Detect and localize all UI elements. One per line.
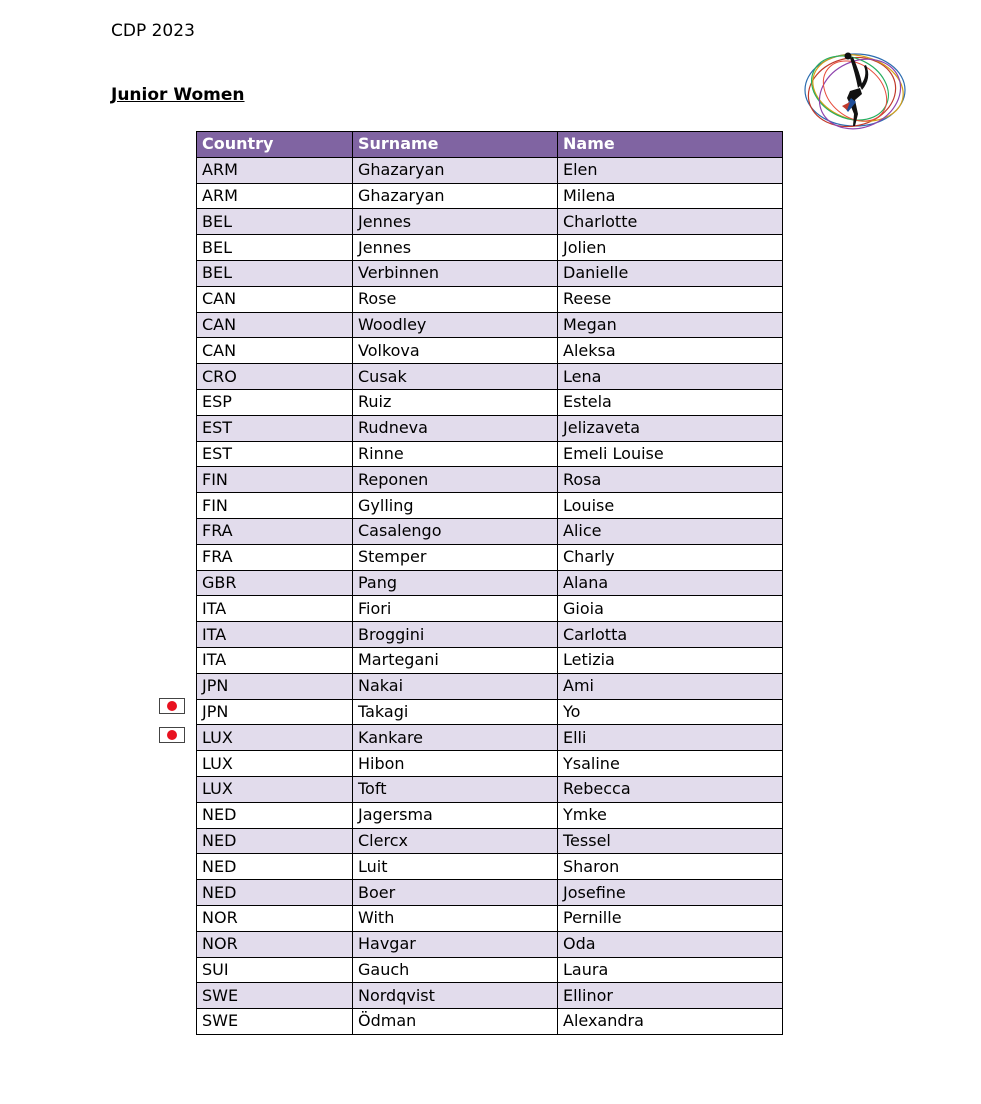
surname-cell: Gylling bbox=[353, 493, 558, 519]
name-cell: Letizia bbox=[558, 647, 783, 673]
name-cell: Lena bbox=[558, 364, 783, 390]
country-cell: FRA bbox=[197, 544, 353, 570]
name-cell: Charly bbox=[558, 544, 783, 570]
name-cell: Alice bbox=[558, 518, 783, 544]
table-row bbox=[197, 673, 783, 699]
country-cell: CAN bbox=[197, 338, 353, 364]
column-header-country: Country bbox=[197, 132, 353, 158]
table-row bbox=[197, 467, 783, 493]
table-row bbox=[197, 725, 783, 751]
table-row bbox=[197, 389, 783, 415]
name-cell: Tessel bbox=[558, 828, 783, 854]
table-row bbox=[197, 802, 783, 828]
table-row bbox=[197, 286, 783, 312]
name-cell: Rebecca bbox=[558, 776, 783, 802]
country-cell: SUI bbox=[197, 957, 353, 983]
surname-cell: Gauch bbox=[353, 957, 558, 983]
figure-skater-rings-logo-icon bbox=[800, 48, 910, 134]
name-cell: Ysaline bbox=[558, 751, 783, 777]
name-cell: Charlotte bbox=[558, 209, 783, 235]
name-cell: Megan bbox=[558, 312, 783, 338]
country-cell: NED bbox=[197, 802, 353, 828]
name-cell: Laura bbox=[558, 957, 783, 983]
name-cell: Ymke bbox=[558, 802, 783, 828]
surname-cell: Ghazaryan bbox=[353, 157, 558, 183]
name-cell: Alexandra bbox=[558, 1009, 783, 1035]
country-cell: NED bbox=[197, 880, 353, 906]
surname-cell: Stemper bbox=[353, 544, 558, 570]
table-row bbox=[197, 622, 783, 648]
table-row bbox=[197, 880, 783, 906]
country-cell: ITA bbox=[197, 622, 353, 648]
surname-cell: Takagi bbox=[353, 699, 558, 725]
table-row bbox=[197, 183, 783, 209]
table-row bbox=[197, 983, 783, 1009]
table-row bbox=[197, 544, 783, 570]
name-cell: Ellinor bbox=[558, 983, 783, 1009]
name-cell: Oda bbox=[558, 931, 783, 957]
surname-cell: Jennes bbox=[353, 209, 558, 235]
name-cell: Louise bbox=[558, 493, 783, 519]
column-header-surname: Surname bbox=[353, 132, 558, 158]
name-cell: Reese bbox=[558, 286, 783, 312]
surname-cell: Rose bbox=[353, 286, 558, 312]
name-cell: Elli bbox=[558, 725, 783, 751]
name-cell: Danielle bbox=[558, 260, 783, 286]
country-cell: LUX bbox=[197, 751, 353, 777]
table-row bbox=[197, 596, 783, 622]
country-cell: ESP bbox=[197, 389, 353, 415]
country-cell: BEL bbox=[197, 209, 353, 235]
table-row bbox=[197, 338, 783, 364]
country-cell: ITA bbox=[197, 596, 353, 622]
surname-cell: Verbinnen bbox=[353, 260, 558, 286]
surname-cell: Broggini bbox=[353, 622, 558, 648]
name-cell: Alana bbox=[558, 570, 783, 596]
surname-cell: Ghazaryan bbox=[353, 183, 558, 209]
country-cell: ARM bbox=[197, 183, 353, 209]
japan-flag-icon bbox=[159, 698, 185, 714]
surname-cell: Ödman bbox=[353, 1009, 558, 1035]
surname-cell: Fiori bbox=[353, 596, 558, 622]
surname-cell: Luit bbox=[353, 854, 558, 880]
country-cell: NOR bbox=[197, 931, 353, 957]
table-row bbox=[197, 1009, 783, 1035]
table-row bbox=[197, 931, 783, 957]
surname-cell: With bbox=[353, 905, 558, 931]
surname-cell: Casalengo bbox=[353, 518, 558, 544]
table-row bbox=[197, 441, 783, 467]
country-cell: JPN bbox=[197, 699, 353, 725]
country-cell: SWE bbox=[197, 983, 353, 1009]
surname-cell: Ruiz bbox=[353, 389, 558, 415]
country-cell: EST bbox=[197, 415, 353, 441]
country-cell: BEL bbox=[197, 235, 353, 261]
table-row bbox=[197, 854, 783, 880]
surname-cell: Nordqvist bbox=[353, 983, 558, 1009]
name-cell: Aleksa bbox=[558, 338, 783, 364]
country-cell: CAN bbox=[197, 286, 353, 312]
table-row bbox=[197, 776, 783, 802]
name-cell: Pernille bbox=[558, 905, 783, 931]
surname-cell: Jennes bbox=[353, 235, 558, 261]
country-cell: NED bbox=[197, 854, 353, 880]
table-row bbox=[197, 364, 783, 390]
table-row bbox=[197, 235, 783, 261]
table-row bbox=[197, 493, 783, 519]
name-cell: Jelizaveta bbox=[558, 415, 783, 441]
column-header-name: Name bbox=[558, 132, 783, 158]
table-row bbox=[197, 312, 783, 338]
surname-cell: Rudneva bbox=[353, 415, 558, 441]
country-cell: FIN bbox=[197, 467, 353, 493]
country-cell: ARM bbox=[197, 157, 353, 183]
country-cell: CRO bbox=[197, 364, 353, 390]
country-cell: GBR bbox=[197, 570, 353, 596]
table-header-row bbox=[197, 132, 783, 158]
surname-cell: Nakai bbox=[353, 673, 558, 699]
country-cell: SWE bbox=[197, 1009, 353, 1035]
surname-cell: Havgar bbox=[353, 931, 558, 957]
japan-flag-icon bbox=[159, 727, 185, 743]
country-cell: JPN bbox=[197, 673, 353, 699]
name-cell: Jolien bbox=[558, 235, 783, 261]
surname-cell: Kankare bbox=[353, 725, 558, 751]
table-row bbox=[197, 647, 783, 673]
name-cell: Emeli Louise bbox=[558, 441, 783, 467]
country-cell: EST bbox=[197, 441, 353, 467]
surname-cell: Toft bbox=[353, 776, 558, 802]
country-cell: FIN bbox=[197, 493, 353, 519]
surname-cell: Boer bbox=[353, 880, 558, 906]
table-row bbox=[197, 209, 783, 235]
surname-cell: Reponen bbox=[353, 467, 558, 493]
table-row bbox=[197, 157, 783, 183]
table-row bbox=[197, 957, 783, 983]
surname-cell: Pang bbox=[353, 570, 558, 596]
name-cell: Elen bbox=[558, 157, 783, 183]
table-row bbox=[197, 415, 783, 441]
surname-cell: Jagersma bbox=[353, 802, 558, 828]
name-cell: Gioia bbox=[558, 596, 783, 622]
table-row bbox=[197, 699, 783, 725]
country-cell: FRA bbox=[197, 518, 353, 544]
table-row bbox=[197, 260, 783, 286]
country-cell: LUX bbox=[197, 776, 353, 802]
surname-cell: Clercx bbox=[353, 828, 558, 854]
country-cell: CAN bbox=[197, 312, 353, 338]
table-row bbox=[197, 518, 783, 544]
name-cell: Milena bbox=[558, 183, 783, 209]
table-row bbox=[197, 905, 783, 931]
country-cell: BEL bbox=[197, 260, 353, 286]
section-title: Junior Women bbox=[111, 85, 245, 105]
name-cell: Carlotta bbox=[558, 622, 783, 648]
name-cell: Sharon bbox=[558, 854, 783, 880]
table-row bbox=[197, 570, 783, 596]
surname-cell: Rinne bbox=[353, 441, 558, 467]
name-cell: Ami bbox=[558, 673, 783, 699]
country-cell: ITA bbox=[197, 647, 353, 673]
surname-cell: Woodley bbox=[353, 312, 558, 338]
name-cell: Rosa bbox=[558, 467, 783, 493]
entries-table bbox=[196, 131, 783, 1035]
name-cell: Josefine bbox=[558, 880, 783, 906]
document-header: CDP 2023 bbox=[111, 21, 195, 41]
name-cell: Yo bbox=[558, 699, 783, 725]
country-cell: NOR bbox=[197, 905, 353, 931]
surname-cell: Cusak bbox=[353, 364, 558, 390]
table-row bbox=[197, 828, 783, 854]
surname-cell: Hibon bbox=[353, 751, 558, 777]
country-cell: NED bbox=[197, 828, 353, 854]
table-row bbox=[197, 751, 783, 777]
surname-cell: Martegani bbox=[353, 647, 558, 673]
country-cell: LUX bbox=[197, 725, 353, 751]
name-cell: Estela bbox=[558, 389, 783, 415]
surname-cell: Volkova bbox=[353, 338, 558, 364]
